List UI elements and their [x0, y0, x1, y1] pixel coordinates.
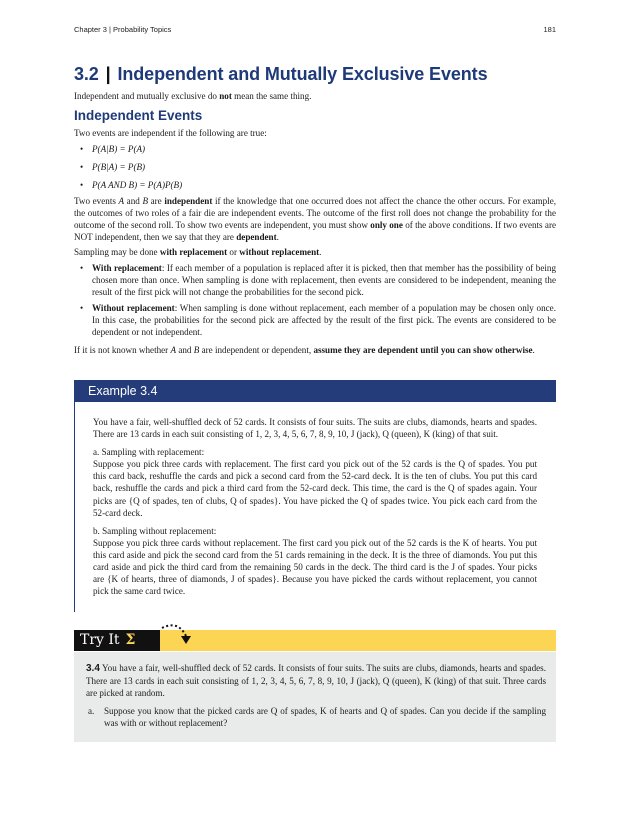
independence-paragraph: Two events A and B are independent if the knowledge that one occurred does not affect the chance the other occurs. For example, the outcomes of two roles of a fair die are independent events. The outcome of the first roll does not change the probability for the outcome of the second roll. To show two events are independent, you must show only one of the above conditions. If two events are NOT independent, then we say that they are dependent.	[74, 196, 557, 243]
section-title-text: Independent and Mutually Exclusive Events	[117, 64, 488, 84]
subheading: Independent Events	[74, 108, 203, 123]
condition-list	[74, 143, 556, 197]
page-header	[74, 25, 556, 37]
tryit-subquestion: a. Suppose you know that the picked cards are Q of spades, K of hearts and Q of spades. Can you decide if the sampling was with or without replacement?	[88, 706, 546, 729]
section-number: 3.2	[74, 64, 99, 84]
example-label: Example 3.4	[88, 384, 158, 398]
chapter-label: Chapter 3 | Probability Topics	[74, 25, 172, 34]
assumption-paragraph: If it is not known whether A and B are independent or dependent, assume they are dependent until you can show otherwise.	[74, 345, 535, 355]
example-part-b: b. Sampling without replacement: Suppose you pick three cards without replacement. The first card you pick out of the 52 cards is the K of hearts. You put this card aside and pick the second card from the 51 cards remaining in the deck. It is the three of diamonds. You put this card aside and pick the third card from the remaining 50 cards in the deck. The third card is the J of spades. Your picks are {K of hearts, three of diamonds, J of spades}. Because you have picked the cards without replacement, you cannot pick the same card twice.	[93, 525, 537, 597]
example-rule	[74, 402, 75, 612]
tryit-question: 3.4 You have a fair, well-shuffled deck of 52 cards. It consists of four suits. The suits are clubs, diamonds, hearts and spades. There are 13 cards in each suit consisting of 1, 2, 3, 4, 5, 6, 7, 8, 9, 10, J (jack), Q (queen), K (king) of that suit. Three cards are picked at random.	[86, 663, 546, 699]
sigma-icon: Σ	[125, 632, 136, 648]
tryit-body	[86, 662, 546, 729]
intro-text: Two events are independent if the following are true:	[74, 128, 267, 138]
lead-paragraph: Independent and mutually exclusive do not mean the same thing.	[74, 91, 312, 101]
tryit-label: Try It Σ	[74, 630, 160, 651]
condition-item: • P(A AND B) = P(A)P(B)	[74, 179, 556, 191]
example-intro: You have a fair, well-shuffled deck of 52 cards. It consists of four suits. The suits are clubs, diamonds, hearts and spades. There are 13 cards in each suit consisting of 1, 2, 3, 4, 5, 6, 7, 8, 9, 10, J (jack), Q (queen), K (king) of that suit.	[93, 417, 537, 440]
example-header	[74, 380, 556, 402]
condition-item: • P(B|A) = P(B)	[74, 161, 556, 173]
example-body	[93, 416, 537, 603]
sampling-item: • With replacement: If each member of a population is replaced after it is picked, then that member has the possibility of being chosen more than once. When sampling is done with replacement, then events are considered to be independent, meaning the result of the first pick will not change the probabilities for the second pick.	[74, 262, 556, 298]
page-number: 181	[543, 25, 556, 34]
condition-item: • P(A|B) = P(A)	[74, 143, 556, 155]
sampling-list	[74, 262, 556, 343]
example-part-a: a. Sampling with replacement: Suppose you pick three cards with replacement. The first card you pick out of the 52 cards is the Q of spades. You put this card back, reshuffle the cards and pick a second card from the 52-card deck. It is the ten of clubs. You put this card back, reshuffle the cards and pick a third card from the 52-card deck. This time, the card is the Q of spades again. Your picks are {Q of spades, ten of clubs, Q of spades}. You have picked the Q of spades twice. You pick each card from the 52-card deck.	[93, 447, 537, 518]
section-title: 3.2 | Independent and Mutually Exclusive Events	[74, 64, 488, 84]
dotted-arrow-icon	[160, 622, 194, 650]
sampling-item: • Without replacement: When sampling is done without replacement, each member of a population may be chosen only once. In this case, the probabilities for the second pick are affected by the result of the first pick. The events are considered to be dependent or not independent.	[74, 302, 556, 338]
sampling-paragraph: Sampling may be done with replacement or without replacement.	[74, 247, 322, 257]
